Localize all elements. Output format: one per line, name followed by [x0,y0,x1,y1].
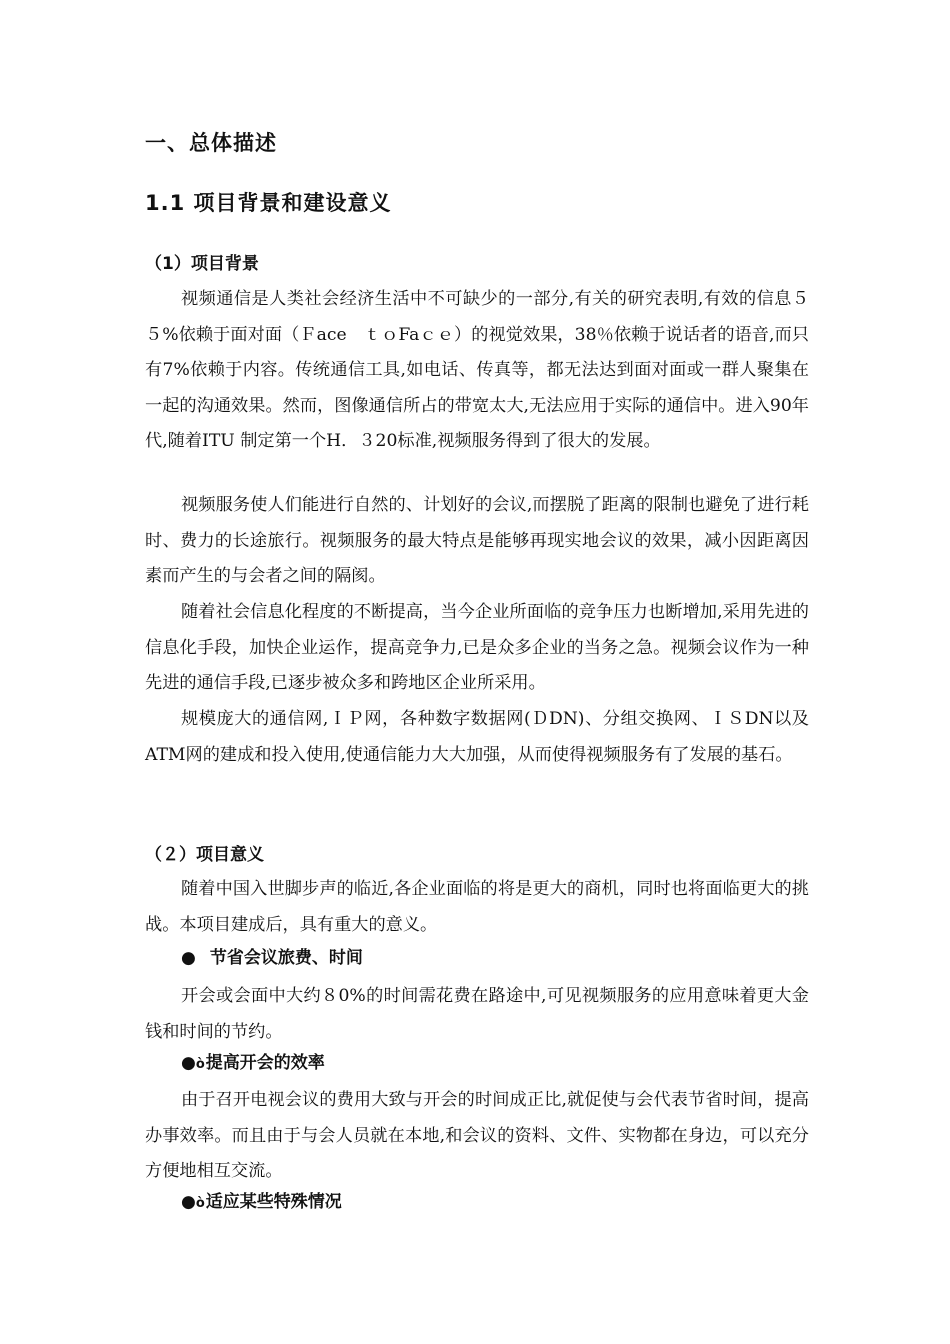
bullet-title: 适应某些特殊情况 [205,1192,342,1212]
significance-intro: 随着中国入世脚步声的临近,各企业面临的将是更大的商机，同时也将面临更大的挑战。本项目建成后，具有重大的意义。 [145,879,809,935]
background-paragraph-2: 视频服务使人们能进行自然的、计划好的会议,而摆脱了距离的限制也避免了进行耗时、费力的长途旅行。视频服务的最大特点是能够再现实地会议的效果，减小因距离因素而产生的与会者之间的隔阂。 [145,495,809,587]
bullet-item-special-cases [181,1188,342,1218]
background-paragraph-1: 视频通信是人类社会经济生活中不可缺少的一部分,有关的研究表明,有效的信息５５%依赖于面对面（Ｆace ｔｏFaｃｅ）的视觉效果，38％依赖于说话者的语音,而只有7%依赖于内容。传统通信工具,如电话、传真等，都无法达到面对面或一群人聚集在一起的沟通效果。然而，图像通信所占的带宽太大,无法应用于实际的通信中。进入90年代,随着ITU 制定第一个H．３20标准,视频服务得到了很大的发展。 [145,289,809,452]
bullet-dot-icon: ● [181,948,196,968]
section-title: 一、总体描述 [145,131,277,155]
background-heading: （1）项目背景 [145,254,259,274]
bullet-dot-icon: ● [181,1053,196,1073]
bullet-mark-icon: ò [195,1196,205,1211]
bullet-mark-icon: ò [195,1057,205,1072]
bullet-title: 提高开会的效率 [205,1053,325,1073]
bullet-title: 节省会议旅费、时间 [209,948,363,968]
significance-heading: （２）项目意义 [145,845,264,865]
bullet-item-efficiency [181,1049,325,1079]
background-paragraph-4: 规模庞大的通信网,ＩＰ网，各种数字数据网(ＤDN)、分组交换网、ＩＳDN以及ATM网的建成和投入使用,使通信能力大大加强，从而使得视频服务有了发展的基石。 [145,709,809,765]
subsection-title: 1.1 项目背景和建设意义 [145,191,392,215]
bullet-body-efficiency: 由于召开电视会议的费用大致与开会的时间成正比,就促使与会代表节省时间，提高办事效率。而且由于与会人员就在本地,和会议的资料、文件、实物都在身边，可以充分方便地相互交流。 [145,1090,809,1182]
bullet-body-save-travel: 开会或会面中大约８0%的时间需花费在路途中,可见视频服务的应用意味着更大金钱和时间的节约。 [145,986,809,1042]
bullet-dot-icon: ● [181,1192,196,1212]
background-paragraph-3: 随着社会信息化程度的不断提高，当今企业所面临的竞争压力也断增加,采用先进的信息化手段，加快企业运作，提高竞争力,已是众多企业的当务之急。视频会议作为一种先进的通信手段,已逐步被众多和跨地区企业所采用。 [145,602,809,694]
bullet-item-save-travel [181,944,363,972]
